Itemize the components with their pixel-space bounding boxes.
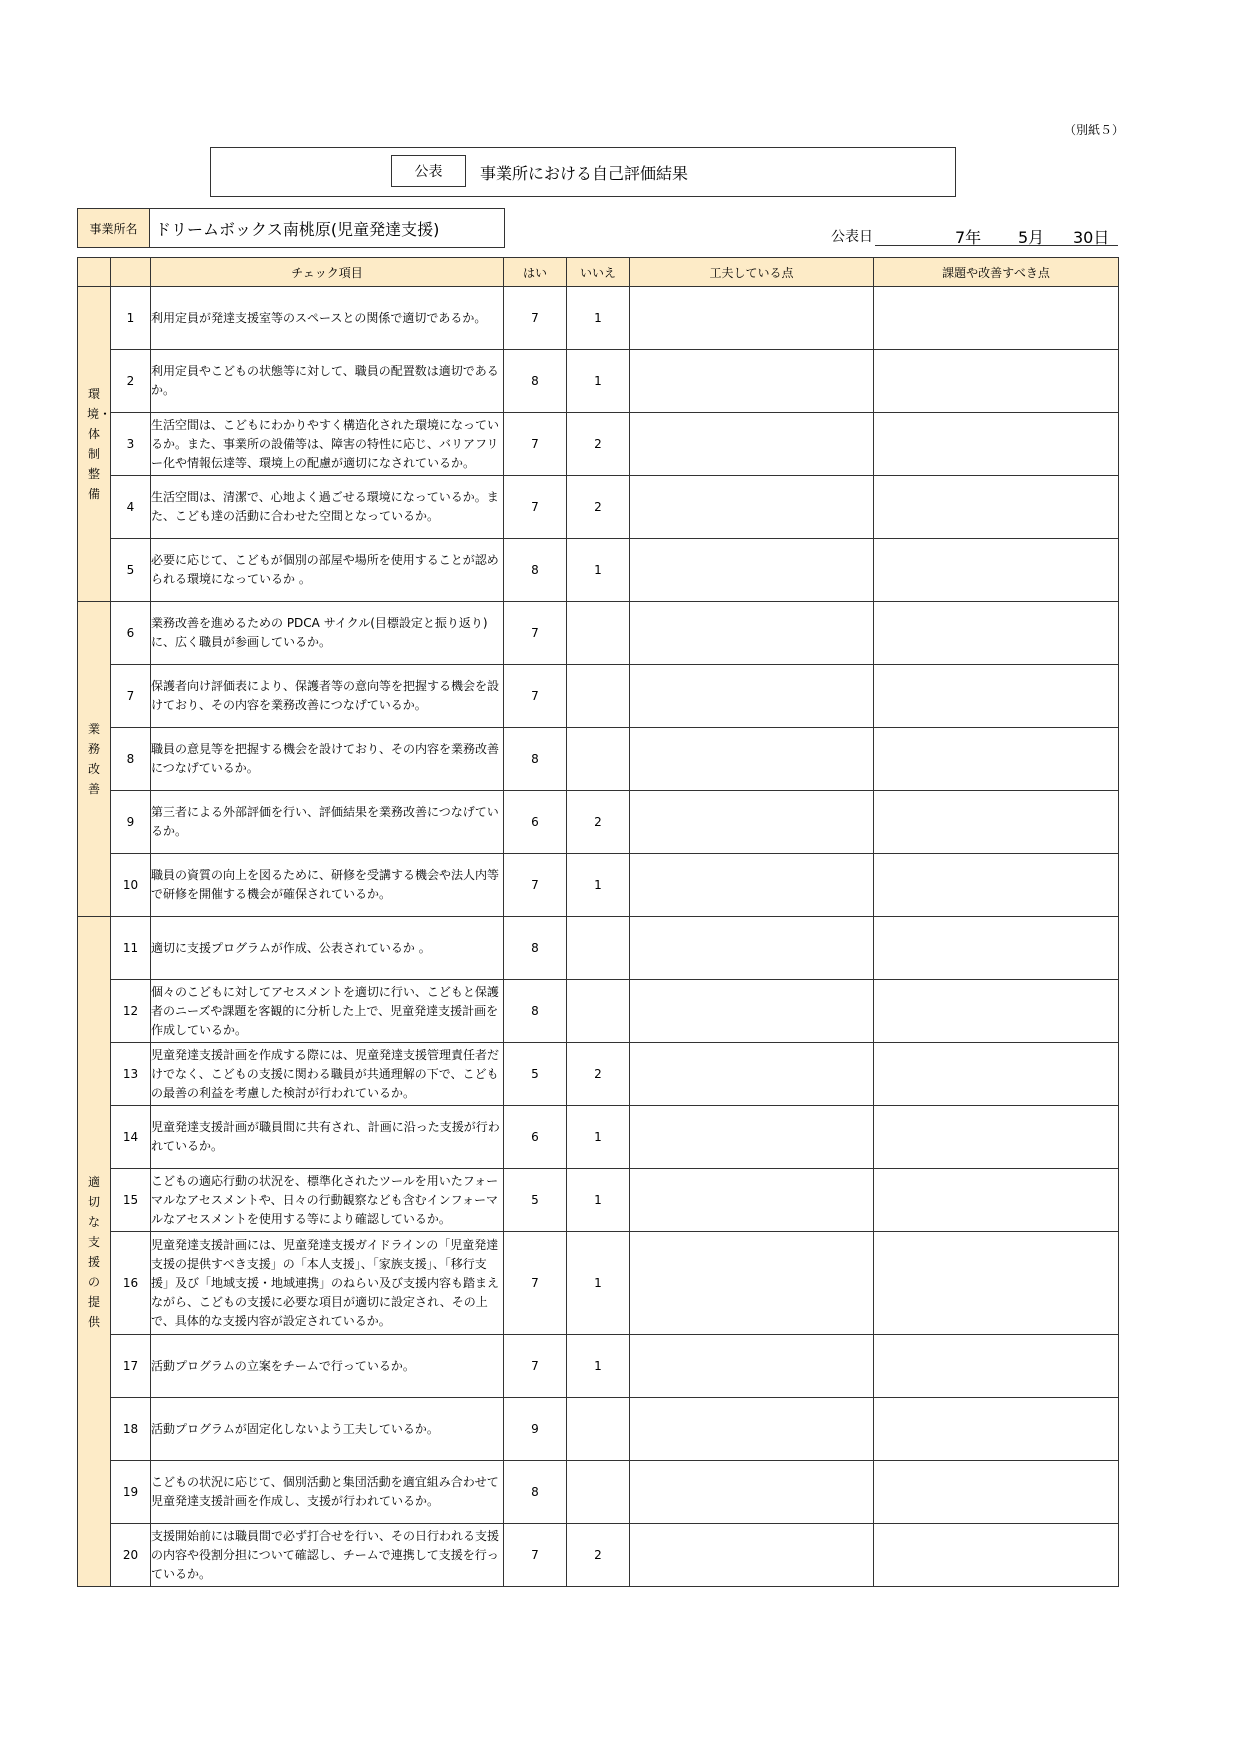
yes-count: 9 [504,1398,567,1461]
issues-cell [874,1461,1119,1524]
table-row [78,728,1119,791]
row-number: 8 [111,728,151,791]
check-item: 個々のこどもに対してアセスメントを適切に行い、こどもと保護者のニーズや課題を客観的に分析した上で、児童発達支援計画を作成しているか。 [151,980,504,1043]
office-name: ドリームボックス南桃原(児童発達支援) [150,208,505,248]
no-count [567,980,630,1043]
check-item: こどもの適応行動の状況を、標準化されたツールを用いたフォーマルなアセスメントや、日々の行動観察なども含むインフォーマルなアセスメントを使用する等により確認しているか。 [151,1169,504,1232]
check-item: 業務改善を進めるための PDCA サイクル(目標設定と振り返り)に、広く職員が参画しているか。 [151,602,504,665]
annex-label: （別紙５） [1064,123,1125,137]
yes-count: 5 [504,1043,567,1106]
good-points-cell [630,350,874,413]
yes-count: 7 [504,476,567,539]
row-number: 14 [111,1106,151,1169]
no-count: 1 [567,350,630,413]
table-row [78,665,1119,728]
no-count: 1 [567,1106,630,1169]
table-row [78,413,1119,476]
good-points-cell [630,791,874,854]
category-label: 適切な支援の提供 [87,1174,100,1329]
row-number: 7 [111,665,151,728]
category-cell [78,917,111,1587]
good-points-cell [630,413,874,476]
row-number: 4 [111,476,151,539]
check-item: 適切に支援プログラムが作成、公表されているか 。 [151,917,504,980]
row-number: 5 [111,539,151,602]
table-row [78,287,1119,350]
publish-year: 7年 [955,228,982,247]
row-number: 1 [111,287,151,350]
row-number: 20 [111,1524,151,1587]
table-row [78,1461,1119,1524]
good-points-cell [630,602,874,665]
issues-cell [874,1106,1119,1169]
check-item: こどもの状況に応じて、個別活動と集団活動を適宜組み合わせて児童発達支援計画を作成し、支援が行われているか。 [151,1461,504,1524]
issues-cell [874,1335,1119,1398]
issues-cell [874,1232,1119,1335]
title-box [210,147,956,197]
row-number: 16 [111,1232,151,1335]
table-row [78,539,1119,602]
category-label: 業務改善 [87,722,100,796]
table-row [78,854,1119,917]
evaluation-table [77,257,1119,1587]
table-row [78,1398,1119,1461]
yes-count: 8 [504,539,567,602]
no-count: 2 [567,791,630,854]
issues-cell [874,917,1119,980]
header-number [111,258,151,287]
no-count: 2 [567,413,630,476]
good-points-cell [630,854,874,917]
yes-count: 7 [504,665,567,728]
issues-cell [874,287,1119,350]
issues-cell [874,791,1119,854]
table-row [78,1043,1119,1106]
yes-count: 6 [504,1106,567,1169]
check-item: 児童発達支援計画には、児童発達支援ガイドラインの「児童発達支援の提供すべき支援」の「本人支援」、「家族支援」、「移行支援」及び「地域支援・地域連携」のねらい及び支援内容も踏まえながら、こどもの支援に必要な項目が適切に設定され、その上で、具体的な支援内容が設定されているか。 [151,1232,504,1335]
issues-cell [874,1169,1119,1232]
publish-day: 30日 [1073,228,1110,247]
issues-cell [874,476,1119,539]
issues-cell [874,1398,1119,1461]
check-item: 第三者による外部評価を行い、評価結果を業務改善につなげているか。 [151,791,504,854]
row-number: 19 [111,1461,151,1524]
issues-cell [874,854,1119,917]
row-number: 6 [111,602,151,665]
no-count [567,665,630,728]
no-count: 1 [567,1169,630,1232]
table-row [78,602,1119,665]
no-count: 1 [567,854,630,917]
no-count [567,1398,630,1461]
table-row [78,1335,1119,1398]
publish-date-label: 公表日 [831,229,873,245]
no-count: 2 [567,1524,630,1587]
header-item: チェック項目 [151,258,504,287]
good-points-cell [630,728,874,791]
yes-count: 8 [504,980,567,1043]
check-item: 活動プログラムが固定化しないよう工夫しているか。 [151,1398,504,1461]
yes-count: 7 [504,287,567,350]
table-row [78,350,1119,413]
good-points-cell [630,980,874,1043]
yes-count: 7 [504,1524,567,1587]
page-title: 事業所における自己評価結果 [480,164,689,183]
header-good-points: 工夫している点 [630,258,874,287]
office-label: 事業所名 [77,208,150,248]
yes-count: 7 [504,1232,567,1335]
publish-month: 5月 [1018,228,1045,247]
yes-count: 8 [504,1461,567,1524]
check-item: 生活空間は、清潔で、心地よく過ごせる環境になっているか。また、こども達の活動に合わせた空間となっているか。 [151,476,504,539]
issues-cell [874,980,1119,1043]
row-number: 10 [111,854,151,917]
no-count [567,728,630,791]
good-points-cell [630,476,874,539]
check-item: 生活空間は、こどもにわかりやすく構造化された環境になっているか。また、事業所の設備等は、障害の特性に応じ、バリアフリー化や情報伝達等、環境上の配慮が適切になされているか。 [151,413,504,476]
row-number: 13 [111,1043,151,1106]
row-number: 2 [111,350,151,413]
good-points-cell [630,1524,874,1587]
category-cell [78,602,111,917]
table-row [78,1169,1119,1232]
good-points-cell [630,665,874,728]
good-points-cell [630,917,874,980]
row-number: 9 [111,791,151,854]
issues-cell [874,665,1119,728]
good-points-cell [630,1106,874,1169]
row-number: 17 [111,1335,151,1398]
check-item: 児童発達支援計画が職員間に共有され、計画に沿った支援が行われているか。 [151,1106,504,1169]
no-count: 1 [567,1232,630,1335]
category-label: 環境・体制整備 [87,387,112,501]
table-row [78,917,1119,980]
good-points-cell [630,287,874,350]
row-number: 12 [111,980,151,1043]
row-number: 3 [111,413,151,476]
check-item: 活動プログラムの立案をチームで行っているか。 [151,1335,504,1398]
issues-cell [874,350,1119,413]
yes-count: 8 [504,917,567,980]
category-cell [78,287,111,602]
no-count: 2 [567,476,630,539]
check-item: 必要に応じて、こどもが個別の部屋や場所を使用することが認められる環境になっているか 。 [151,539,504,602]
good-points-cell [630,539,874,602]
row-number: 11 [111,917,151,980]
no-count: 2 [567,1043,630,1106]
table-row [78,1524,1119,1587]
issues-cell [874,1043,1119,1106]
yes-count: 8 [504,350,567,413]
row-number: 18 [111,1398,151,1461]
no-count [567,602,630,665]
header-issues: 課題や改善すべき点 [874,258,1119,287]
check-item: 利用定員やこどもの状態等に対して、職員の配置数は適切であるか。 [151,350,504,413]
check-item: 利用定員が発達支援室等のスペースとの関係で適切であるか。 [151,287,504,350]
no-count: 1 [567,1335,630,1398]
good-points-cell [630,1398,874,1461]
row-number: 15 [111,1169,151,1232]
good-points-cell [630,1043,874,1106]
no-count [567,917,630,980]
good-points-cell [630,1232,874,1335]
header-category [78,258,111,287]
yes-count: 8 [504,728,567,791]
public-badge: 公表 [391,155,466,187]
good-points-cell [630,1461,874,1524]
yes-count: 7 [504,413,567,476]
yes-count: 7 [504,1335,567,1398]
yes-count: 7 [504,602,567,665]
check-item: 児童発達支援計画を作成する際には、児童発達支援管理責任者だけでなく、こどもの支援に関わる職員が共通理解の下で、こどもの最善の利益を考慮した検討が行われているか。 [151,1043,504,1106]
issues-cell [874,728,1119,791]
publish-date [875,225,1118,246]
yes-count: 6 [504,791,567,854]
table-row [78,791,1119,854]
table-row [78,980,1119,1043]
issues-cell [874,1524,1119,1587]
header-yes: はい [504,258,567,287]
table-header-row [78,258,1119,287]
good-points-cell [630,1335,874,1398]
check-item: 保護者向け評価表により、保護者等の意向等を把握する機会を設けており、その内容を業務改善につなげているか。 [151,665,504,728]
no-count: 1 [567,287,630,350]
check-item: 職員の意見等を把握する機会を設けており、その内容を業務改善につなげているか。 [151,728,504,791]
table-row [78,476,1119,539]
table-row [78,1232,1119,1335]
no-count [567,1461,630,1524]
table-row [78,1106,1119,1169]
check-item: 支援開始前には職員間で必ず打合せを行い、その日行われる支援の内容や役割分担について確認し、チームで連携して支援を行っているか。 [151,1524,504,1587]
header-no: いいえ [567,258,630,287]
issues-cell [874,539,1119,602]
good-points-cell [630,1169,874,1232]
yes-count: 5 [504,1169,567,1232]
yes-count: 7 [504,854,567,917]
no-count: 1 [567,539,630,602]
check-item: 職員の資質の向上を図るために、研修を受講する機会や法人内等で研修を開催する機会が確保されているか。 [151,854,504,917]
issues-cell [874,602,1119,665]
issues-cell [874,413,1119,476]
